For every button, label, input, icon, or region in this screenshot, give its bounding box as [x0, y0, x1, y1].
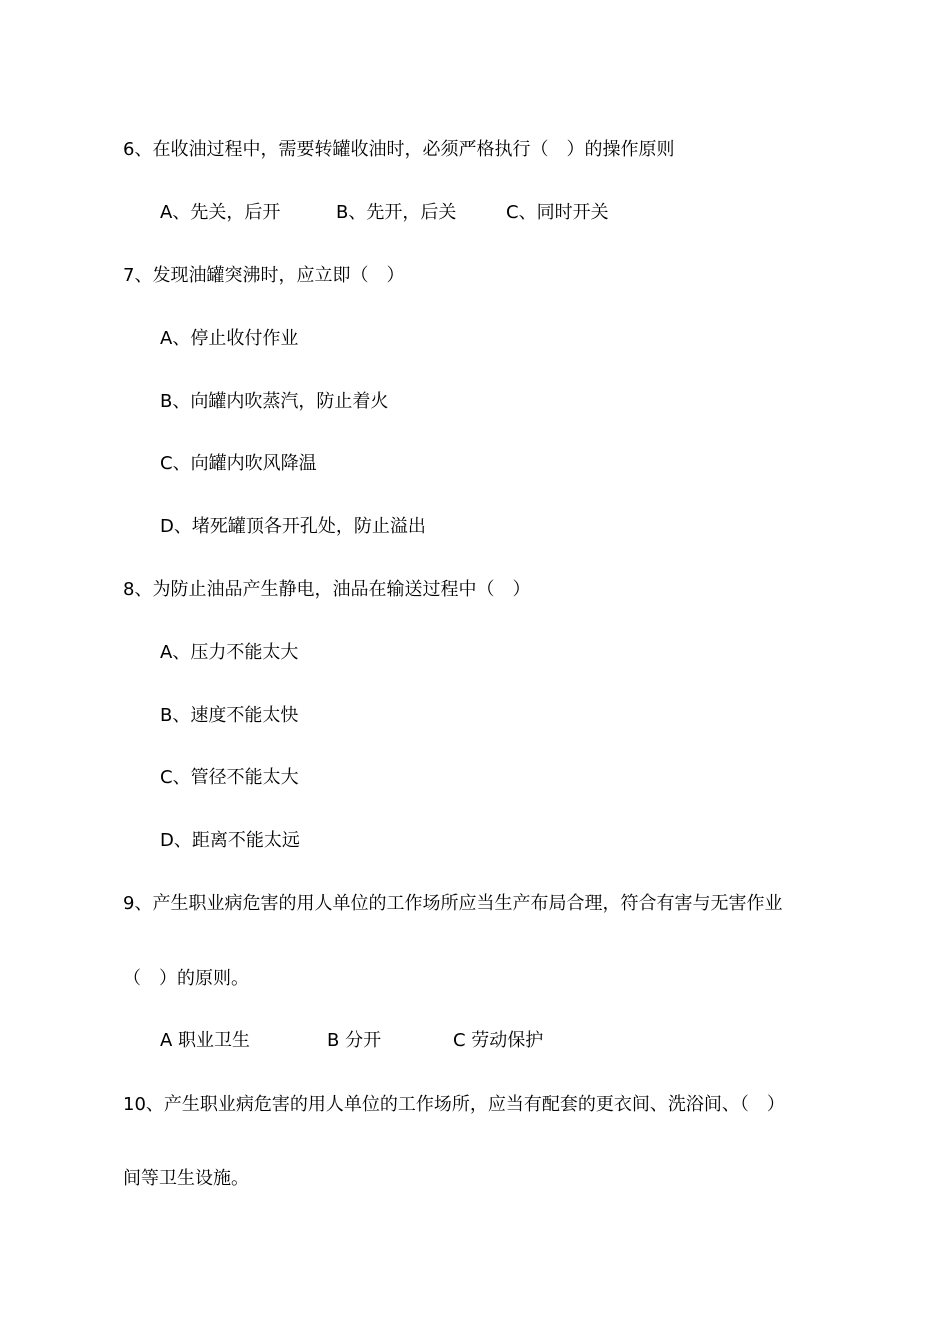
question-9-stem-line-1: 9、产生职业病危害的用人单位的工作场所应当生产布局合理，符合有害与无害作业 — [123, 893, 783, 914]
question-6-option-b: B、先开，后关 — [336, 202, 457, 223]
question-7-stem: 7、发现油罐突沸时，应立即（ ） — [123, 265, 405, 286]
question-10-stem-line-2: 间等卫生设施。 — [123, 1168, 249, 1189]
question-6-option-a: A、先关，后开 — [160, 202, 281, 223]
question-10-stem-line-1: 10、产生职业病危害的用人单位的工作场所，应当有配套的更衣间、洗浴间、（ ） — [123, 1094, 785, 1115]
question-8-option-b: B、速度不能太快 — [160, 705, 299, 726]
question-9-stem-line-2: （ ）的原则。 — [123, 968, 249, 989]
question-6-stem: 6、在收油过程中，需要转罐收油时，必须严格执行（ ）的操作原则 — [123, 139, 675, 160]
question-7-option-c: C、向罐内吹风降温 — [160, 453, 317, 474]
question-9-option-a: A 职业卫生 — [160, 1030, 251, 1051]
question-8-option-a: A、压力不能太大 — [160, 642, 299, 663]
question-9-option-c: C 劳动保护 — [453, 1030, 544, 1051]
question-7-option-a: A、停止收付作业 — [160, 328, 299, 349]
question-6-option-c: C、同时开关 — [506, 202, 609, 223]
question-8-option-c: C、管径不能太大 — [160, 767, 299, 788]
question-7-option-b: B、向罐内吹蒸汽，防止着火 — [160, 391, 389, 412]
question-9-option-b: B 分开 — [327, 1030, 382, 1051]
question-8-option-d: D、距离不能太远 — [160, 830, 300, 851]
question-8-stem: 8、为防止油品产生静电，油品在输送过程中（ ） — [123, 579, 531, 600]
question-7-option-d: D、堵死罐顶各开孔处，防止溢出 — [160, 516, 426, 537]
